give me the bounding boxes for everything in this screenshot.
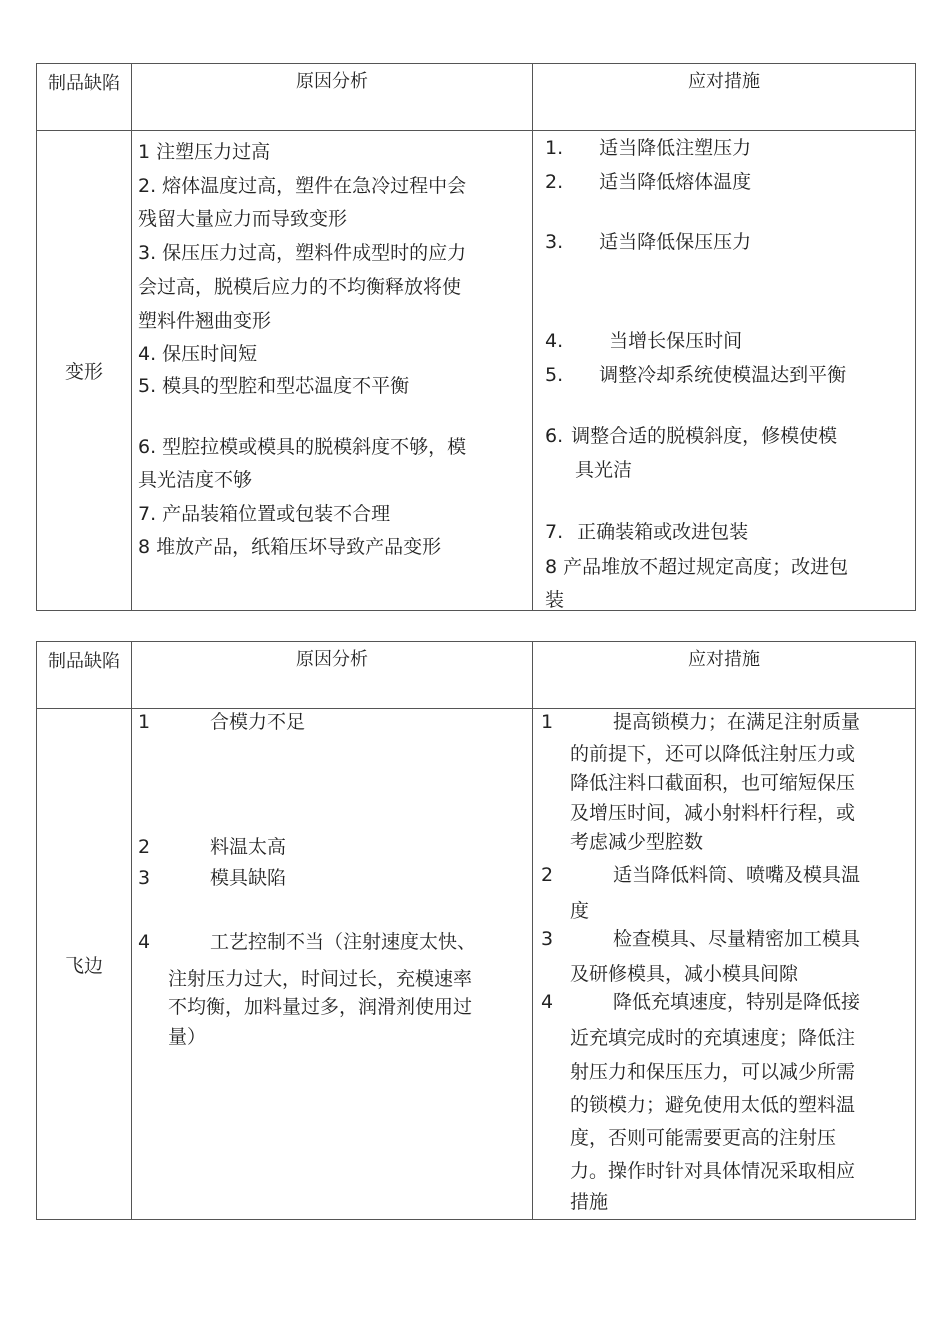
header-measure: 应对措施 [533, 642, 915, 709]
defect-name: 飞边 [37, 709, 132, 1219]
cause-line: 4 工艺控制不当（注射速度太快、 [138, 931, 477, 953]
measure-line: 4 降低充填速度，特别是降低接 [541, 991, 861, 1013]
measure-line: 射压力和保压压力，可以减少所需 [570, 1061, 856, 1083]
cause-line: 量） [168, 1026, 207, 1048]
header-defect: 制品缺陷 [37, 64, 132, 131]
measure-line: 1 提高锁模力；在满足注射质量 [541, 711, 861, 733]
measure-line: 考虑减少型腔数 [570, 831, 704, 853]
header-cause: 原因分析 [132, 64, 533, 131]
cause-line: 2. 熔体温度过高，塑件在急冷过程中会 [138, 175, 467, 197]
measure-line: 5. 调整冷却系统使模温达到平衡 [545, 364, 847, 386]
measure-line: 具光洁 [575, 459, 633, 481]
measure-line: 1. 适当降低注塑压力 [545, 137, 752, 159]
measure-line: 近充填完成时的充填速度；降低注 [570, 1027, 856, 1049]
cause-line: 3. 保压压力过高，塑料件成型时的应力 [138, 242, 467, 264]
measure-line: 3. 适当降低保压压力 [545, 231, 752, 253]
cause-line: 1 注塑压力过高 [138, 141, 271, 163]
cause-line: 塑料件翘曲变形 [138, 310, 272, 332]
cause-line: 3 模具缺陷 [138, 867, 287, 889]
measure-line: 措施 [570, 1191, 609, 1213]
header-defect: 制品缺陷 [37, 642, 132, 709]
cause-line: 6. 型腔拉模或模具的脱模斜度不够，模 [138, 436, 467, 458]
measure-line: 的前提下，还可以降低注射压力或 [570, 743, 856, 765]
measure-line: 4. 当增长保压时间 [545, 330, 743, 352]
measure-line: 7. 正确装箱或改进包装 [545, 521, 749, 543]
measure-line: 力。操作时针对具体情况采取相应 [570, 1160, 856, 1182]
measure-line: 降低注料口截面积，也可缩短保压 [570, 772, 856, 794]
cause-line: 会过高，脱模后应力的不均衡释放将使 [138, 276, 462, 298]
measure-line: 8 产品堆放不超过规定高度；改进包 [545, 556, 849, 578]
cause-line: 4. 保压时间短 [138, 343, 258, 365]
measure-line: 及增压时间，减小射料杆行程，或 [570, 802, 856, 824]
measure-line: 2 适当降低料筒、喷嘴及模具温 [541, 864, 861, 886]
measure-cell [533, 709, 915, 1219]
defect-name: 变形 [37, 131, 132, 610]
measure-line: 的锁模力；避免使用太低的塑料温 [570, 1094, 856, 1116]
measure-line: 及研修模具，减小模具间隙 [570, 963, 799, 985]
cause-cell [132, 709, 533, 1219]
defect-table-flash [36, 641, 916, 1220]
measure-line: 2. 适当降低熔体温度 [545, 171, 752, 193]
cause-line: 不均衡，加料量过多，润滑剂使用过 [168, 996, 473, 1018]
cause-line: 5. 模具的型腔和型芯温度不平衡 [138, 375, 410, 397]
cause-line: 7. 产品装箱位置或包装不合理 [138, 503, 391, 525]
cause-line: 具光洁度不够 [138, 469, 253, 491]
cause-line: 2 料温太高 [138, 836, 287, 858]
measure-line: 度 [570, 900, 590, 922]
cause-line: 1 合模力不足 [138, 711, 306, 733]
defect-table-deformation [36, 63, 916, 611]
cause-line: 注射压力过大，时间过长，充模速率 [168, 968, 473, 990]
cause-cell [132, 131, 533, 610]
measure-line: 装 [545, 589, 565, 610]
header-cause: 原因分析 [132, 642, 533, 709]
measure-line: 3 检查模具、尽量精密加工模具 [541, 928, 861, 950]
measure-line: 度，否则可能需要更高的注射压 [570, 1127, 837, 1149]
header-measure: 应对措施 [533, 64, 915, 131]
measure-line: 6. 调整合适的脱模斜度，修模使模 [545, 425, 838, 447]
cause-line: 8 堆放产品，纸箱压坏导致产品变形 [138, 536, 442, 558]
measure-cell [533, 131, 915, 610]
cause-line: 残留大量应力而导致变形 [138, 208, 348, 230]
